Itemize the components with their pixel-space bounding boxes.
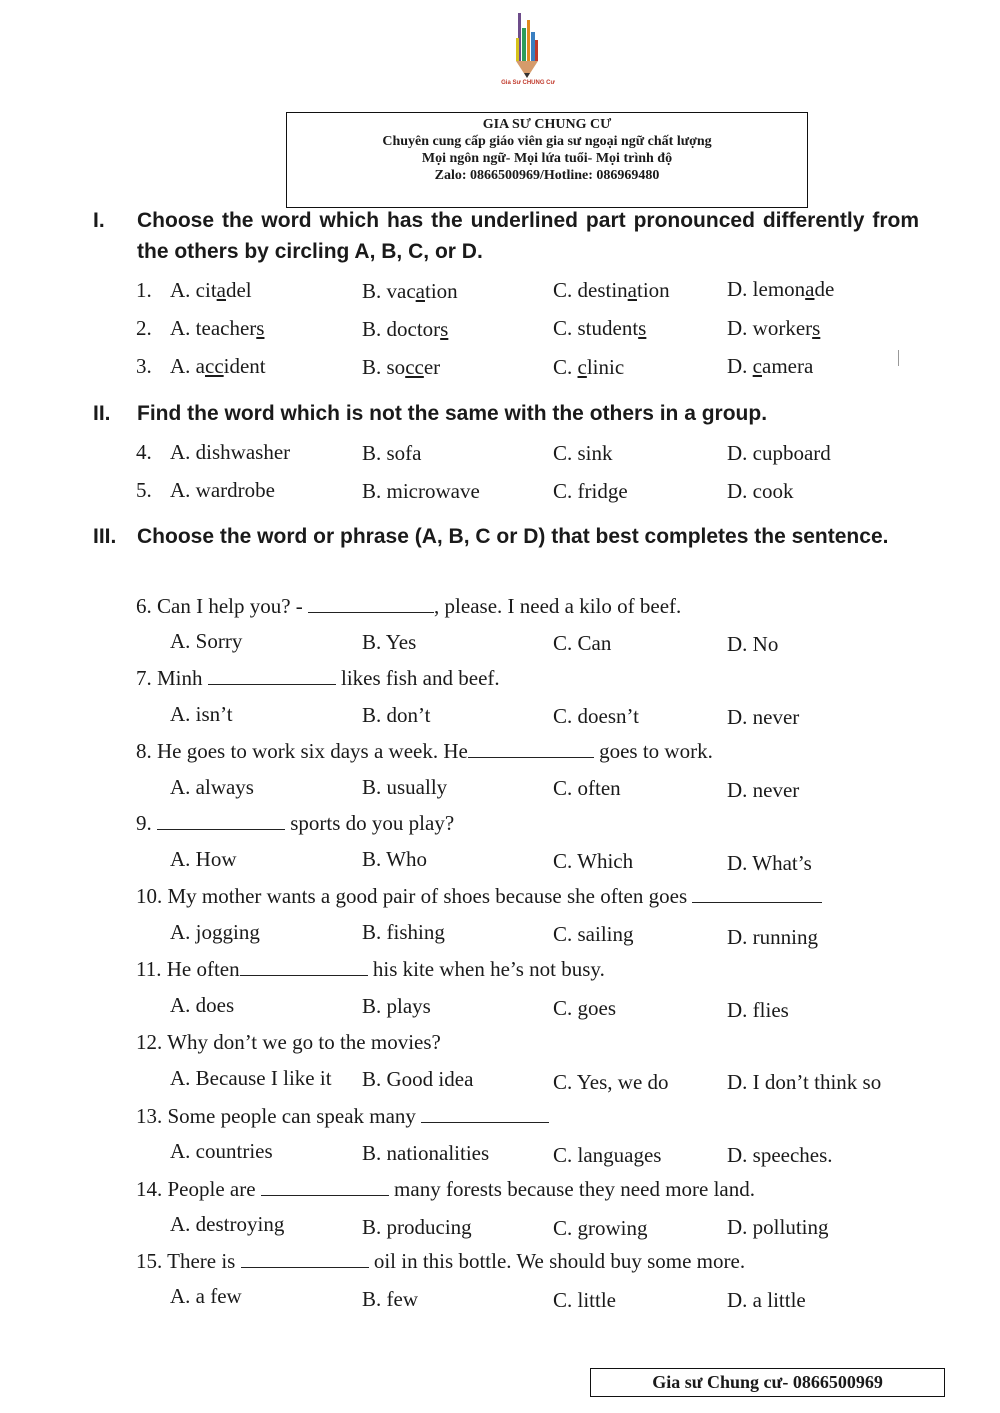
- underlined-part: a: [216, 278, 226, 302]
- header-box: [286, 112, 808, 208]
- option-c[interactable]: C. Which: [553, 849, 634, 873]
- underlined-part: a: [415, 279, 425, 303]
- answer-blank[interactable]: [240, 958, 368, 976]
- option-c[interactable]: C. languages: [553, 1143, 662, 1167]
- option-d[interactable]: D. never: [727, 705, 800, 729]
- answer-blank[interactable]: [157, 812, 285, 830]
- option-d[interactable]: D. cupboard: [727, 441, 831, 465]
- option-b[interactable]: B. plays: [362, 994, 431, 1018]
- underlined-part: s: [812, 316, 821, 340]
- answer-blank[interactable]: [692, 885, 822, 903]
- question-10: 10. My mother wants a good pair of shoes because she often goes: [136, 884, 822, 909]
- option-a[interactable]: A. teachers: [170, 316, 265, 340]
- underlined-part: a: [627, 278, 637, 302]
- underlined-part: c: [577, 355, 587, 379]
- option-c[interactable]: C. students: [553, 316, 647, 340]
- underlined-part: s: [638, 316, 647, 340]
- option-b[interactable]: B. Who: [362, 847, 427, 871]
- section-title: Choose the word which has the underlined part pronounced differently from the others by circling A, B, C, or D.: [137, 209, 919, 263]
- option-b[interactable]: B. microwave: [362, 479, 480, 503]
- option-b[interactable]: B. soccer: [362, 355, 441, 379]
- option-b[interactable]: B. vacation: [362, 279, 458, 303]
- option-a[interactable]: A. dishwasher: [170, 440, 291, 464]
- question-11: 11. He often his kite when he’s not busy.: [136, 957, 605, 981]
- question-12: 12. Why don’t we go to the movies?: [136, 1030, 441, 1054]
- answer-blank[interactable]: [308, 595, 434, 613]
- option-b[interactable]: B. usually: [362, 775, 448, 799]
- option-c[interactable]: C. sailing: [553, 922, 634, 946]
- option-c[interactable]: C. often: [553, 776, 621, 800]
- option-c[interactable]: C. Yes, we do: [553, 1070, 669, 1094]
- question-7: 7. Minh likes fish and beef.: [136, 666, 500, 690]
- question-number: 4.: [136, 440, 152, 464]
- section-title: Find the word which is not the same with the others in a group.: [137, 402, 768, 425]
- option-b[interactable]: B. Yes: [362, 630, 417, 654]
- question-6: 6. Can I help you? - , please. I need a kilo of beef.: [136, 594, 682, 618]
- question-13: 13. Some people can speak many: [136, 1104, 549, 1129]
- option-a[interactable]: A. How: [170, 847, 237, 871]
- option-d[interactable]: D. flies: [727, 998, 789, 1022]
- underlined-part: c: [752, 354, 762, 378]
- option-d[interactable]: D. What’s: [727, 851, 812, 875]
- footer-contact: Gia sư Chung cư- 0866500969: [590, 1368, 945, 1397]
- section-number: I.: [93, 209, 105, 232]
- option-b[interactable]: B. don’t: [362, 703, 431, 727]
- option-b[interactable]: B. fishing: [362, 920, 445, 944]
- option-d[interactable]: D. a little: [727, 1288, 806, 1312]
- header-title: GIA SƯ CHUNG CƯ: [482, 117, 612, 132]
- header-contact: Zalo: 0866500969/Hotline: 086969480: [434, 168, 660, 183]
- option-c[interactable]: C. Can: [553, 631, 612, 655]
- answer-blank[interactable]: [261, 1178, 389, 1196]
- option-d[interactable]: D. No: [727, 632, 779, 656]
- option-d[interactable]: D. polluting: [727, 1215, 829, 1239]
- option-d[interactable]: D. camera: [727, 354, 814, 378]
- option-c[interactable]: C. little: [553, 1288, 616, 1312]
- question-number: 3.: [136, 354, 152, 378]
- question-9: 9. sports do you play?: [136, 811, 455, 835]
- option-b[interactable]: B. few: [362, 1287, 418, 1311]
- option-c[interactable]: C. destination: [553, 278, 670, 302]
- option-a[interactable]: A. accident: [170, 354, 266, 378]
- option-d[interactable]: D. running: [727, 925, 818, 949]
- answer-blank[interactable]: [421, 1105, 549, 1123]
- underlined-part: cc: [405, 355, 424, 379]
- answer-blank[interactable]: [468, 740, 594, 758]
- option-a[interactable]: A. wardrobe: [170, 478, 275, 502]
- section-number: II.: [93, 402, 111, 425]
- answer-blank[interactable]: [208, 667, 336, 685]
- option-b[interactable]: B. Good idea: [362, 1067, 474, 1091]
- option-d[interactable]: D. workers: [727, 316, 821, 340]
- option-d[interactable]: D. speeches.: [727, 1143, 833, 1167]
- answer-blank[interactable]: [241, 1250, 369, 1268]
- question-number: 1.: [136, 278, 152, 302]
- option-a[interactable]: A. Sorry: [170, 629, 243, 653]
- option-d[interactable]: D. never: [727, 778, 800, 802]
- logo-caption: Gia Sư CHUNG Cư: [501, 80, 555, 86]
- section-number: III.: [93, 525, 117, 548]
- option-a[interactable]: A. isn’t: [170, 702, 233, 726]
- option-c[interactable]: C. goes: [553, 996, 616, 1020]
- option-a[interactable]: A. jogging: [170, 920, 260, 944]
- option-c[interactable]: C. doesn’t: [553, 704, 639, 728]
- option-a[interactable]: A. destroying: [170, 1212, 285, 1236]
- option-a[interactable]: A. a few: [170, 1284, 242, 1308]
- option-b[interactable]: B. doctors: [362, 317, 449, 341]
- option-d[interactable]: D. lemonade: [727, 277, 835, 301]
- option-d[interactable]: D. cook: [727, 479, 794, 503]
- header-tagline: Chuyên cung cấp giáo viên gia sư ngoại ngữ chất lượng: [382, 134, 712, 149]
- option-a[interactable]: A. Because I like it: [170, 1066, 332, 1090]
- option-a[interactable]: A. citadel: [170, 278, 252, 302]
- underlined-part: s: [440, 317, 449, 341]
- underlined-part: cc: [205, 354, 224, 378]
- question-number: 2.: [136, 316, 152, 340]
- option-d[interactable]: D. I don’t think so: [727, 1070, 882, 1094]
- option-c[interactable]: C. growing: [553, 1216, 648, 1240]
- underlined-part: s: [256, 316, 265, 340]
- option-b[interactable]: B. sofa: [362, 441, 422, 465]
- header-subtagline: Mọi ngôn ngữ- Mọi lứa tuổi- Mọi trình độ: [421, 151, 673, 166]
- option-b[interactable]: B. nationalities: [362, 1141, 490, 1165]
- option-c[interactable]: C. sink: [553, 441, 613, 465]
- option-c[interactable]: C. fridge: [553, 479, 628, 503]
- scan-mark: [898, 350, 899, 366]
- question-15: 15. There is oil in this bottle. We should buy some more.: [136, 1249, 746, 1273]
- option-a[interactable]: A. always: [170, 775, 254, 799]
- option-a[interactable]: A. does: [170, 993, 235, 1017]
- option-c[interactable]: C. clinic: [553, 355, 625, 379]
- option-b[interactable]: B. producing: [362, 1215, 472, 1239]
- question-number: 5.: [136, 478, 152, 502]
- question-8: 8. He goes to work six days a week. He goes to work.: [136, 739, 713, 763]
- question-14: 14. People are many forests because they need more land.: [136, 1177, 755, 1201]
- option-a[interactable]: A. countries: [170, 1139, 273, 1163]
- section-title: Choose the word or phrase (A, B, C or D) that best completes the sentence.: [137, 525, 889, 548]
- underlined-part: a: [805, 277, 815, 301]
